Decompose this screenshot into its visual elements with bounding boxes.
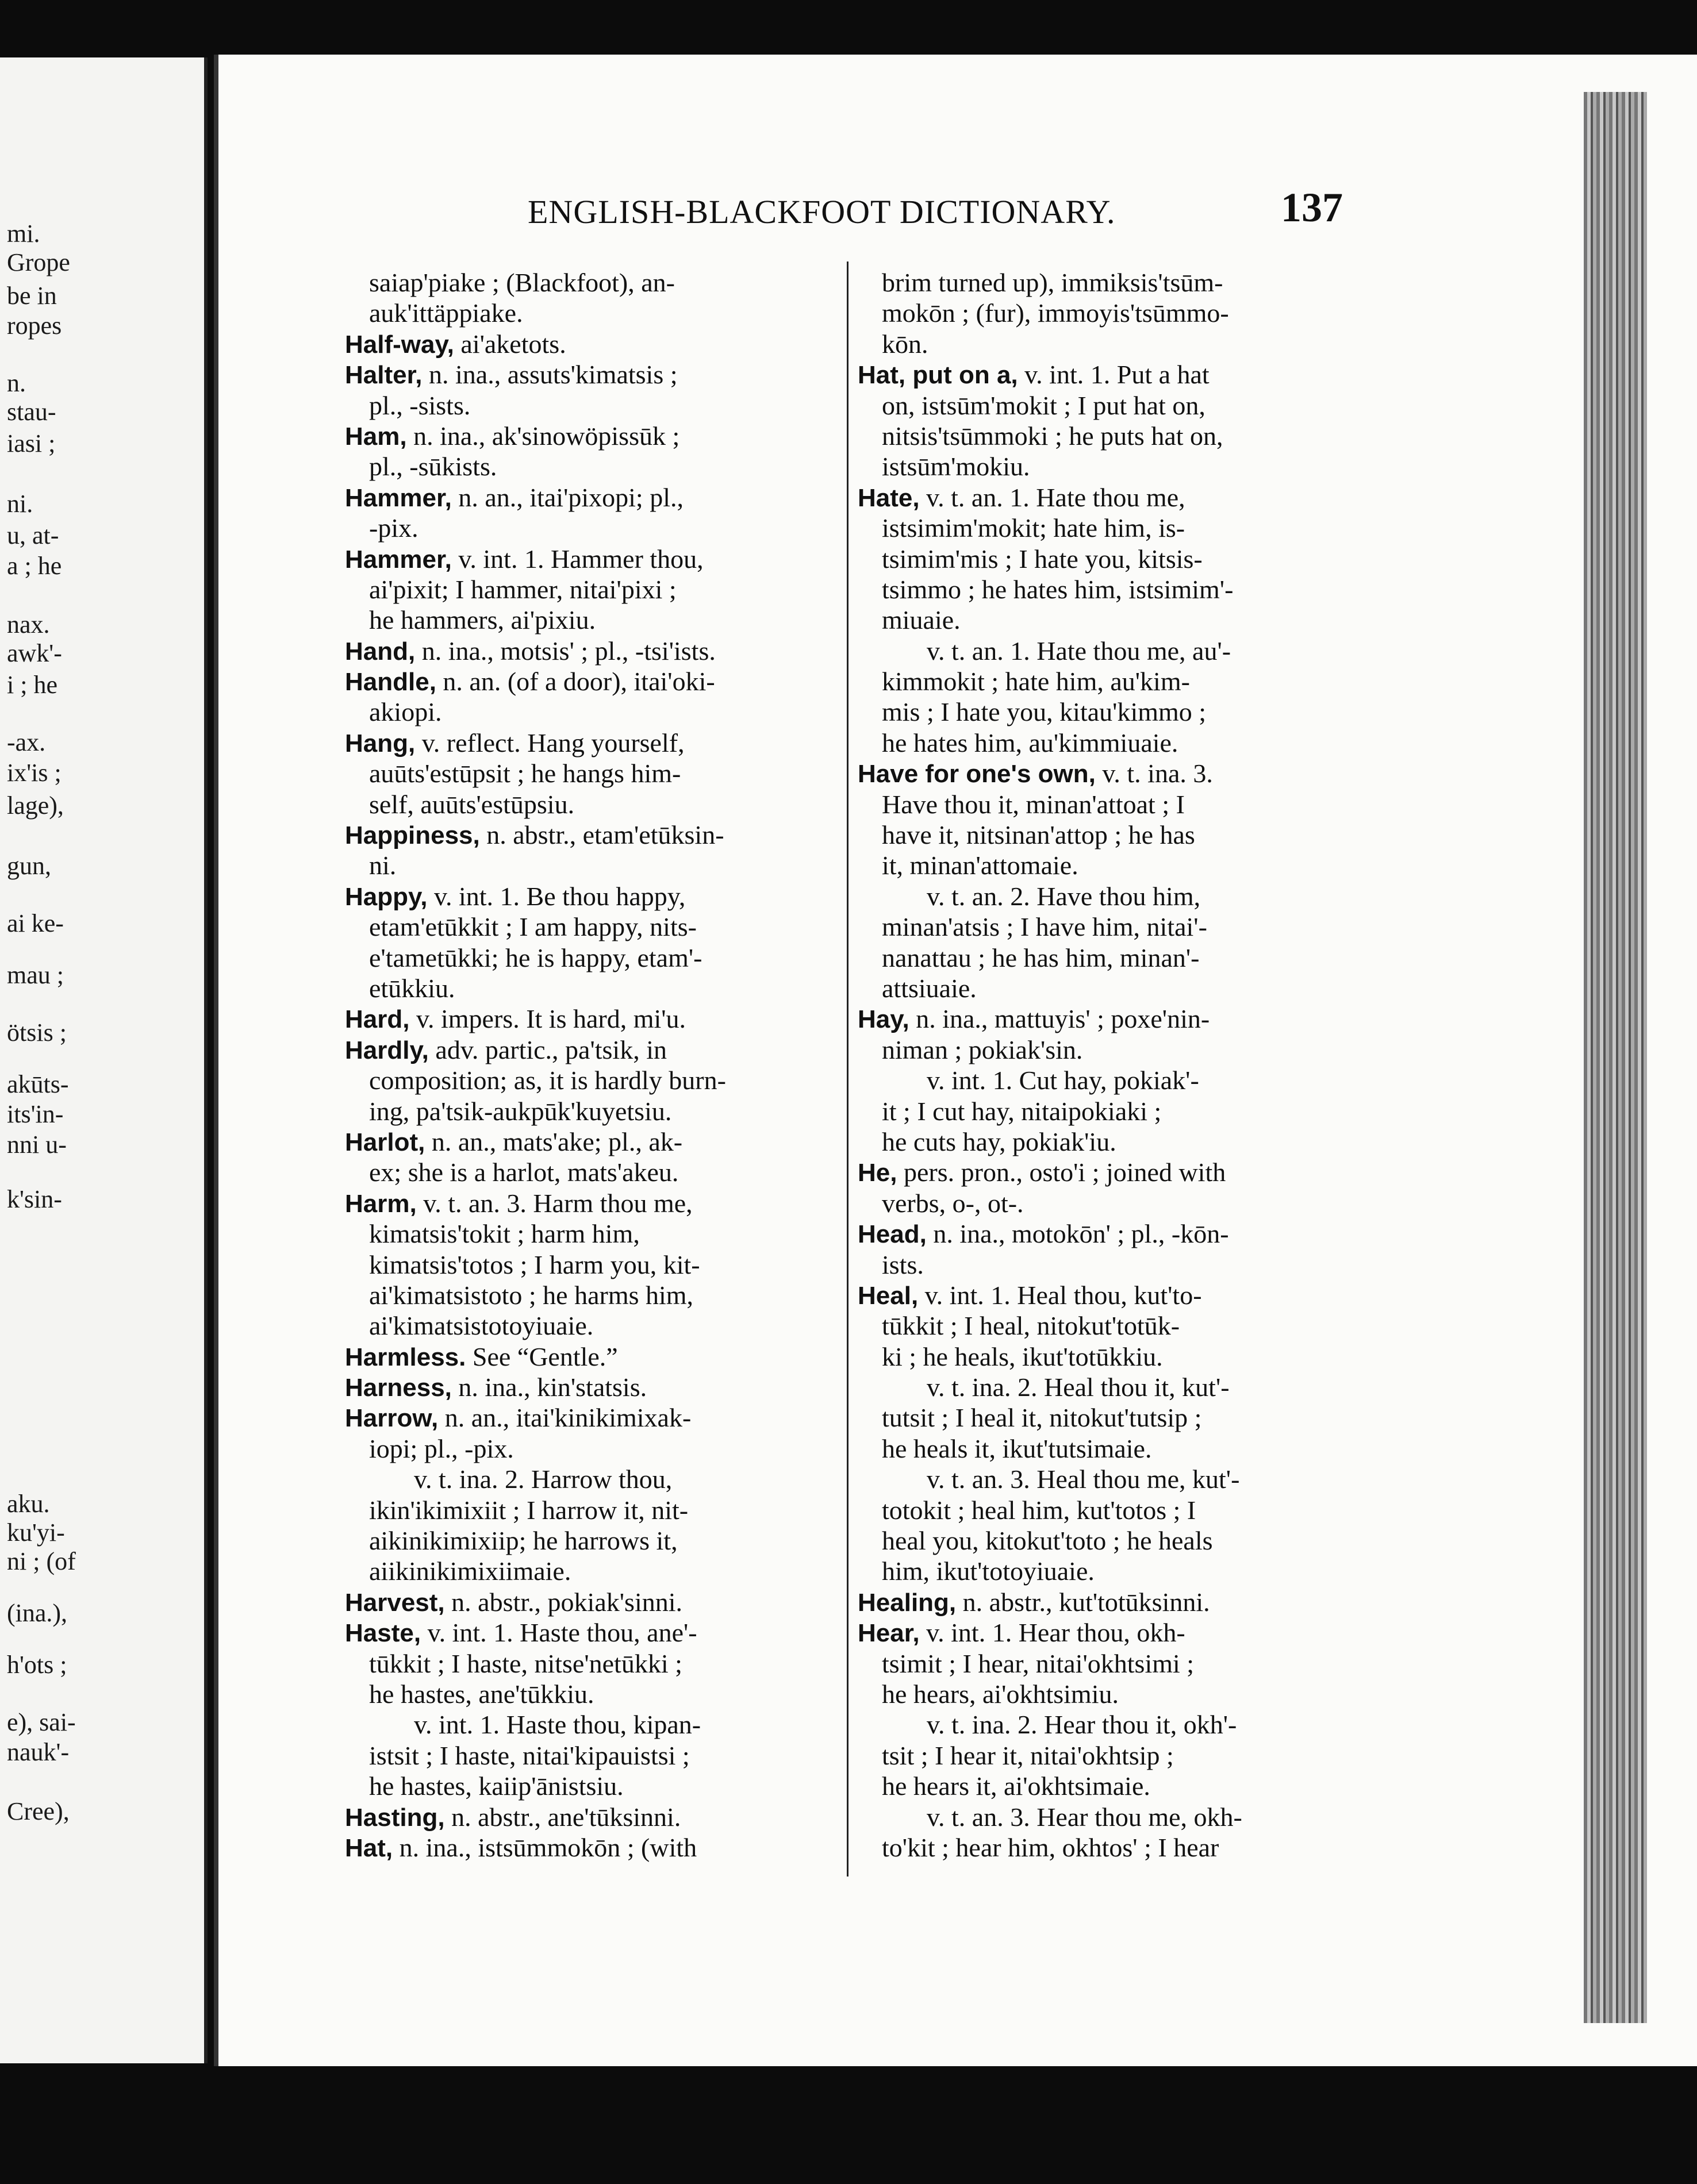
entry-line bbox=[345, 359, 834, 390]
entry-line bbox=[858, 758, 1358, 789]
entry-line bbox=[345, 881, 834, 912]
entry-text: v. t. ina. 2. Heal thou it, kut'- bbox=[927, 1372, 1230, 1402]
entry-line bbox=[345, 421, 834, 451]
left-page-text: aku. bbox=[7, 1490, 50, 1518]
entry-text: have it, nitsinan'attop ; he has bbox=[882, 820, 1195, 850]
entry-text: auūts'estūpsit ; he hangs him- bbox=[369, 759, 681, 789]
headword: Harvest, bbox=[345, 1588, 445, 1617]
entry-text: v. int. 1. Hammer thou, bbox=[451, 544, 704, 574]
left-page-text: a ; he bbox=[7, 552, 62, 580]
entry-line bbox=[858, 820, 1358, 850]
entry-line bbox=[345, 329, 834, 359]
entry-text: v. t. an. 2. Have thou him, bbox=[927, 881, 1201, 911]
headword: Hate, bbox=[858, 483, 920, 512]
left-page-text: gun, bbox=[7, 852, 51, 880]
entry-text: n. abstr., ane'tūksinni. bbox=[444, 1802, 681, 1832]
entry-line bbox=[345, 451, 834, 482]
entry-text: ni. bbox=[369, 851, 397, 880]
entry-text: tutsit ; I heal it, nitokut'tutsip ; bbox=[882, 1403, 1202, 1433]
entry-text: on, istsūm'mokit ; I put hat on, bbox=[882, 390, 1205, 420]
entry-line bbox=[345, 1464, 834, 1494]
entry-text: aiikinikimixiimaie. bbox=[369, 1556, 571, 1586]
headword: Harrow, bbox=[345, 1404, 439, 1433]
entry-text: tūkkit ; I haste, nitse'netūkki ; bbox=[369, 1648, 682, 1678]
entry-text: v. t. an. 1. Hate thou me, bbox=[919, 482, 1185, 512]
left-page-text: lage), bbox=[7, 791, 64, 820]
entry-text: n. ina., istsūmmokōn ; (with bbox=[393, 1832, 697, 1862]
entry-text: tsimmo ; he hates him, istsimim'- bbox=[882, 574, 1234, 604]
entry-text: e'tametūkki; he is happy, etam'- bbox=[369, 943, 702, 972]
left-page-text: ku'yi- bbox=[7, 1518, 65, 1547]
entry-line bbox=[858, 482, 1358, 513]
headword: Hammer, bbox=[345, 545, 452, 574]
entry-line bbox=[858, 1771, 1358, 1801]
entry-line bbox=[345, 1740, 834, 1771]
entry-line bbox=[858, 267, 1358, 298]
page-edges bbox=[1584, 92, 1647, 2023]
entry-line bbox=[858, 912, 1358, 942]
entry-text: it ; I cut hay, nitaipokiaki ; bbox=[882, 1096, 1162, 1126]
entry-text: heal you, kitokut'toto ; he heals bbox=[882, 1526, 1213, 1556]
entry-text: v. t. an. 3. Hear thou me, okh- bbox=[927, 1802, 1242, 1832]
headword: Harm, bbox=[345, 1189, 417, 1218]
entry-line bbox=[345, 482, 834, 513]
left-page-text: Cree), bbox=[7, 1797, 70, 1825]
entry-text: istsūm'mokiu. bbox=[882, 452, 1030, 482]
entry-text: tsimit ; I hear, nitai'okhtsimi ; bbox=[882, 1648, 1195, 1678]
left-page-text: i ; he bbox=[7, 671, 57, 699]
headword: Hard, bbox=[345, 1005, 410, 1034]
entry-line bbox=[345, 1495, 834, 1525]
entry-text: n. abstr., etam'etūksin- bbox=[479, 820, 724, 850]
entry-line bbox=[345, 1617, 834, 1648]
entry-line bbox=[858, 421, 1358, 451]
entry-text: pl., -sūkists. bbox=[369, 452, 497, 482]
entry-line bbox=[345, 1587, 834, 1617]
entry-line bbox=[858, 1126, 1358, 1157]
entry-text: n. an. (of a door), itai'oki- bbox=[436, 667, 715, 697]
entry-line bbox=[345, 1249, 834, 1280]
headword: Hardly, bbox=[345, 1036, 429, 1064]
entry-text: v. int. 1. Haste thou, ane'- bbox=[421, 1618, 697, 1648]
entry-text: v. t. ina. 2. Hear thou it, okh'- bbox=[927, 1710, 1237, 1740]
entry-line bbox=[858, 789, 1358, 820]
headword: Ham, bbox=[345, 422, 407, 451]
left-page-text: ötsis ; bbox=[7, 1018, 67, 1047]
entry-line bbox=[858, 1096, 1358, 1126]
entry-text: n. ina., motokōn' ; pl., -kōn- bbox=[926, 1219, 1229, 1249]
entry-line bbox=[345, 1832, 834, 1863]
entry-text: n. abstr., kut'totūksinni. bbox=[956, 1587, 1210, 1617]
entry-text: n. abstr., pokiak'sinni. bbox=[444, 1587, 682, 1617]
entry-text: aikinikimixiip; he harrows it, bbox=[369, 1526, 678, 1556]
entry-text: pl., -sists. bbox=[369, 390, 471, 420]
entry-line bbox=[858, 1218, 1358, 1249]
entry-line bbox=[345, 973, 834, 1003]
entry-line bbox=[858, 881, 1358, 912]
entry-line bbox=[858, 1310, 1358, 1341]
left-page-text: stau- bbox=[7, 398, 56, 426]
entry-line bbox=[345, 758, 834, 789]
entry-line bbox=[345, 1280, 834, 1310]
entry-text: v. impers. It is hard, mi'u. bbox=[409, 1004, 686, 1034]
right-column bbox=[858, 267, 1358, 1863]
entry-text: tūkkit ; I heal, nitokut'totūk- bbox=[882, 1311, 1180, 1341]
entry-line bbox=[858, 1740, 1358, 1771]
entry-text: n. an., itai'kinikimixak- bbox=[438, 1403, 692, 1433]
left-page-text: ropes bbox=[7, 312, 62, 340]
entry-line bbox=[345, 1341, 834, 1372]
entry-line bbox=[345, 1802, 834, 1832]
entry-text: istsit ; I haste, nitai'kipauistsi ; bbox=[369, 1740, 690, 1770]
entry-line bbox=[345, 912, 834, 942]
entry-line bbox=[858, 943, 1358, 973]
headword: Head, bbox=[858, 1220, 927, 1249]
entry-line bbox=[345, 636, 834, 666]
entry-text: it, minan'attomaie. bbox=[882, 851, 1078, 880]
left-page-text: be in bbox=[7, 282, 57, 310]
entry-text: akiopi. bbox=[369, 697, 442, 727]
entry-line bbox=[345, 605, 834, 635]
entry-line bbox=[858, 697, 1358, 727]
entry-text: kimatsis'tokit ; harm him, bbox=[369, 1219, 640, 1249]
entry-line bbox=[858, 605, 1358, 635]
entry-text: v. t. ina. 3. bbox=[1095, 759, 1213, 789]
entry-line bbox=[858, 1556, 1358, 1586]
headword: Hear, bbox=[858, 1619, 920, 1648]
entry-text: adv. partic., pa'tsik, in bbox=[428, 1035, 667, 1064]
entry-line bbox=[858, 390, 1358, 421]
headword: Harness, bbox=[345, 1374, 452, 1402]
entry-text: him, ikut'totoyiuaie. bbox=[882, 1556, 1095, 1586]
headword: Half-way, bbox=[345, 330, 454, 359]
entry-text: auk'ittäppiake. bbox=[369, 298, 523, 328]
entry-text: See “Gentle.” bbox=[466, 1341, 618, 1371]
entry-text: v. t. an. 3. Harm thou me, bbox=[416, 1188, 693, 1218]
entry-line bbox=[858, 1157, 1358, 1187]
entry-text: ex; she is a harlot, mats'akeu. bbox=[369, 1158, 679, 1187]
entry-line bbox=[345, 1065, 834, 1095]
entry-text: kimmokit ; hate him, au'kim- bbox=[882, 667, 1190, 697]
entry-line bbox=[858, 1832, 1358, 1863]
entry-text: verbs, o-, ot-. bbox=[882, 1188, 1024, 1218]
left-page-text: ni. bbox=[7, 490, 33, 518]
left-page-text: h'ots ; bbox=[7, 1651, 67, 1679]
entry-line bbox=[858, 451, 1358, 482]
entry-line bbox=[345, 1556, 834, 1586]
entry-line bbox=[345, 789, 834, 820]
entry-text: ai'kimatsistotoyiuaie. bbox=[369, 1311, 594, 1341]
headword: Harmless. bbox=[345, 1343, 466, 1371]
entry-line bbox=[345, 697, 834, 727]
entry-line bbox=[858, 1402, 1358, 1433]
entry-text: niman ; pokiak'sin. bbox=[882, 1035, 1083, 1064]
entry-text: n. ina., motsis' ; pl., -tsi'ists. bbox=[415, 636, 716, 666]
left-page-text: k'sin- bbox=[7, 1185, 62, 1213]
entry-line bbox=[858, 1065, 1358, 1095]
entry-line bbox=[345, 943, 834, 973]
entry-line bbox=[858, 1679, 1358, 1709]
entry-line bbox=[345, 390, 834, 421]
entry-text: mis ; I hate you, kitau'kimmo ; bbox=[882, 697, 1207, 727]
entry-line bbox=[345, 1003, 834, 1034]
entry-line bbox=[858, 1188, 1358, 1218]
entry-text: brim turned up), immiksis'tsūm- bbox=[882, 268, 1223, 297]
left-page-text: ai ke- bbox=[7, 909, 64, 937]
entry-text: he hates him, au'kimmiuaie. bbox=[882, 728, 1178, 758]
entry-line bbox=[345, 1433, 834, 1464]
entry-text: v. t. an. 1. Hate thou me, au'- bbox=[927, 636, 1231, 666]
entry-text: ikin'ikimixiit ; I harrow it, nit- bbox=[369, 1495, 689, 1525]
entry-text: he hears, ai'okhtsimiu. bbox=[882, 1679, 1119, 1709]
headword: Hat, bbox=[345, 1833, 393, 1862]
entry-text: -pix. bbox=[369, 513, 419, 543]
left-page-text: nni u- bbox=[7, 1131, 67, 1159]
entry-line bbox=[858, 1525, 1358, 1556]
entry-text: ai'kimatsistoto ; he harms him, bbox=[369, 1280, 694, 1310]
entry-line bbox=[858, 973, 1358, 1003]
entry-line bbox=[345, 666, 834, 697]
entry-text: ing, pa'tsik-aukpūk'kuyetsiu. bbox=[369, 1096, 672, 1126]
entry-line bbox=[858, 1464, 1358, 1494]
entry-line bbox=[345, 574, 834, 605]
entry-text: v. reflect. Hang yourself, bbox=[415, 728, 685, 758]
headword: Heal, bbox=[858, 1281, 919, 1310]
entry-text: attsiuaie. bbox=[882, 973, 977, 1003]
entry-text: composition; as, it is hardly burn- bbox=[369, 1066, 726, 1095]
entry-line bbox=[345, 1709, 834, 1740]
left-page-fragment bbox=[0, 57, 208, 2063]
entry-line bbox=[345, 1372, 834, 1402]
entry-line bbox=[345, 1096, 834, 1126]
entry-text: mokōn ; (fur), immoyis'tsūmmo- bbox=[882, 298, 1229, 328]
entry-line bbox=[345, 1126, 834, 1157]
left-page-text: ni ; (of bbox=[7, 1547, 76, 1575]
left-page-text: u, at- bbox=[7, 521, 59, 549]
column-rule bbox=[847, 262, 848, 1877]
headword: Happy, bbox=[345, 882, 428, 911]
entry-text: tsit ; I hear it, nitai'okhtsip ; bbox=[882, 1740, 1174, 1770]
entry-text: miuaie. bbox=[882, 605, 961, 635]
headword: Harlot, bbox=[345, 1128, 425, 1156]
entry-line bbox=[858, 1433, 1358, 1464]
entry-text: n. ina., kin'statsis. bbox=[451, 1372, 647, 1402]
entry-line bbox=[858, 513, 1358, 543]
entry-text: he hears it, ai'okhtsimaie. bbox=[882, 1771, 1150, 1801]
left-page-text: e), sai- bbox=[7, 1708, 76, 1736]
left-page-text: ix'is ; bbox=[7, 759, 62, 787]
headword: Have for one's own, bbox=[858, 760, 1096, 789]
headword: Handle, bbox=[345, 668, 436, 697]
entry-line bbox=[345, 850, 834, 880]
entry-text: ists. bbox=[882, 1249, 924, 1279]
entry-line bbox=[858, 544, 1358, 574]
entry-line bbox=[858, 1648, 1358, 1679]
entry-text: he hastes, ane'tūkkiu. bbox=[369, 1679, 594, 1709]
entry-text: n. an., itai'pixopi; pl., bbox=[451, 482, 684, 512]
left-page-text: Grope bbox=[7, 248, 70, 276]
entry-line bbox=[858, 636, 1358, 666]
entry-text: n. ina., assuts'kimatsis ; bbox=[422, 360, 678, 390]
entry-line bbox=[345, 1035, 834, 1065]
entry-text: v. int. 1. Put a hat bbox=[1018, 360, 1210, 390]
entry-text: he hastes, kaiip'ānistsiu. bbox=[369, 1771, 624, 1801]
left-page-text: -ax. bbox=[7, 728, 46, 756]
entry-line bbox=[858, 1035, 1358, 1065]
headword: Healing, bbox=[858, 1588, 957, 1617]
entry-line bbox=[345, 1218, 834, 1249]
entry-line bbox=[858, 329, 1358, 359]
entry-line bbox=[345, 298, 834, 328]
entry-text: v. int. 1. Cut hay, pokiak'- bbox=[927, 1066, 1199, 1095]
entry-text: Have thou it, minan'attoat ; I bbox=[882, 789, 1185, 819]
entry-text: v. t. an. 3. Heal thou me, kut'- bbox=[927, 1464, 1240, 1494]
entry-text: v. int. 1. Haste thou, kipan- bbox=[414, 1710, 701, 1740]
entry-line bbox=[858, 1280, 1358, 1310]
entry-line bbox=[858, 1495, 1358, 1525]
headword: He, bbox=[858, 1159, 897, 1187]
entry-line bbox=[345, 513, 834, 543]
entry-text: self, auūts'estūpsiu. bbox=[369, 789, 575, 819]
left-page-text: awk'- bbox=[7, 639, 62, 667]
entry-line bbox=[858, 850, 1358, 880]
entry-line bbox=[345, 1771, 834, 1801]
left-page-text: n. bbox=[7, 369, 26, 397]
entry-text: ai'pixit; I hammer, nitai'pixi ; bbox=[369, 574, 677, 604]
entry-line bbox=[858, 1249, 1358, 1280]
headword: Haste, bbox=[345, 1619, 421, 1648]
left-page-text: (ina.), bbox=[7, 1599, 68, 1627]
entry-text: to'kit ; hear him, okhtos' ; I hear bbox=[882, 1832, 1219, 1862]
entry-text: tsimim'mis ; I hate you, kitsis- bbox=[882, 544, 1203, 574]
entry-text: etam'etūkkit ; I am happy, nits- bbox=[369, 912, 697, 942]
headword: Hand, bbox=[345, 637, 416, 666]
entry-line bbox=[345, 544, 834, 574]
entry-line bbox=[345, 1157, 834, 1187]
entry-text: totokit ; heal him, kut'totos ; I bbox=[882, 1495, 1196, 1525]
page-number: 137 bbox=[1281, 184, 1343, 230]
entry-line bbox=[345, 728, 834, 758]
entry-text: n. ina., ak'sinowöpissūk ; bbox=[406, 421, 680, 451]
headword: Hammer, bbox=[345, 483, 452, 512]
left-column bbox=[345, 267, 834, 1863]
left-page-text: mau ; bbox=[7, 961, 64, 989]
entry-line bbox=[345, 1310, 834, 1341]
left-page-text: nax. bbox=[7, 610, 50, 639]
entry-line bbox=[858, 574, 1358, 605]
entry-line bbox=[858, 1617, 1358, 1648]
entry-text: minan'atsis ; I have him, nitai'- bbox=[882, 912, 1207, 942]
entry-text: he heals it, ikut'tutsimaie. bbox=[882, 1433, 1152, 1463]
entry-line bbox=[858, 1341, 1358, 1372]
entry-text: v. t. ina. 2. Harrow thou, bbox=[414, 1464, 673, 1494]
headword: Hat, put on a, bbox=[858, 361, 1018, 390]
entry-line bbox=[858, 1587, 1358, 1617]
entry-line bbox=[858, 1372, 1358, 1402]
entry-line bbox=[858, 1003, 1358, 1034]
entry-text: v. int. 1. Be thou happy, bbox=[427, 881, 686, 911]
entry-text: pers. pron., osto'i ; joined with bbox=[897, 1158, 1226, 1187]
entry-text: ai'aketots. bbox=[454, 329, 566, 359]
running-header: ENGLISH-BLACKFOOT DICTIONARY. bbox=[528, 193, 1116, 230]
entry-text: nitsis'tsūmmoki ; he puts hat on, bbox=[882, 421, 1223, 451]
entry-line bbox=[858, 666, 1358, 697]
left-page-text: iasi ; bbox=[7, 429, 56, 457]
entry-text: he hammers, ai'pixiu. bbox=[369, 605, 596, 635]
entry-text: etūkkiu. bbox=[369, 973, 455, 1003]
entry-line bbox=[345, 820, 834, 850]
entry-text: saiap'piake ; (Blackfoot), an- bbox=[369, 268, 675, 297]
headword: Hang, bbox=[345, 729, 416, 758]
entry-line bbox=[858, 1802, 1358, 1832]
entry-line bbox=[345, 1188, 834, 1218]
headword: Hasting, bbox=[345, 1803, 445, 1832]
left-page-text: its'in- bbox=[7, 1100, 64, 1128]
entry-text: iopi; pl., -pix. bbox=[369, 1433, 514, 1463]
entry-text: kimatsis'totos ; I harm you, kit- bbox=[369, 1249, 700, 1279]
entry-line bbox=[858, 728, 1358, 758]
left-page-text: nauk'- bbox=[7, 1738, 70, 1766]
entry-text: istsimim'mokit; hate him, is- bbox=[882, 513, 1185, 543]
entry-text: n. an., mats'ake; pl., ak- bbox=[425, 1126, 683, 1156]
left-page-text: mi. bbox=[7, 220, 40, 248]
entry-text: he cuts hay, pokiak'iu. bbox=[882, 1126, 1116, 1156]
entry-text: nanattau ; he has him, minan'- bbox=[882, 943, 1200, 972]
entry-line bbox=[345, 1402, 834, 1433]
entry-line bbox=[345, 1679, 834, 1709]
headword: Hay, bbox=[858, 1005, 909, 1034]
headword: Halter, bbox=[345, 361, 423, 390]
entry-line bbox=[858, 359, 1358, 390]
entry-text: kōn. bbox=[882, 329, 928, 359]
entry-line bbox=[345, 267, 834, 298]
left-page-text: akūts- bbox=[7, 1070, 69, 1098]
entry-text: v. int. 1. Hear thou, okh- bbox=[919, 1618, 1185, 1648]
entry-line bbox=[345, 1525, 834, 1556]
headword: Happiness, bbox=[345, 821, 480, 850]
entry-text: v. int. 1. Heal thou, kut'to- bbox=[918, 1280, 1202, 1310]
entry-text: ki ; he heals, ikut'totūkkiu. bbox=[882, 1341, 1163, 1371]
entry-line bbox=[858, 1709, 1358, 1740]
entry-line bbox=[345, 1648, 834, 1679]
entry-text: n. ina., mattuyis' ; poxe'nin- bbox=[909, 1004, 1210, 1034]
entry-line bbox=[858, 298, 1358, 328]
